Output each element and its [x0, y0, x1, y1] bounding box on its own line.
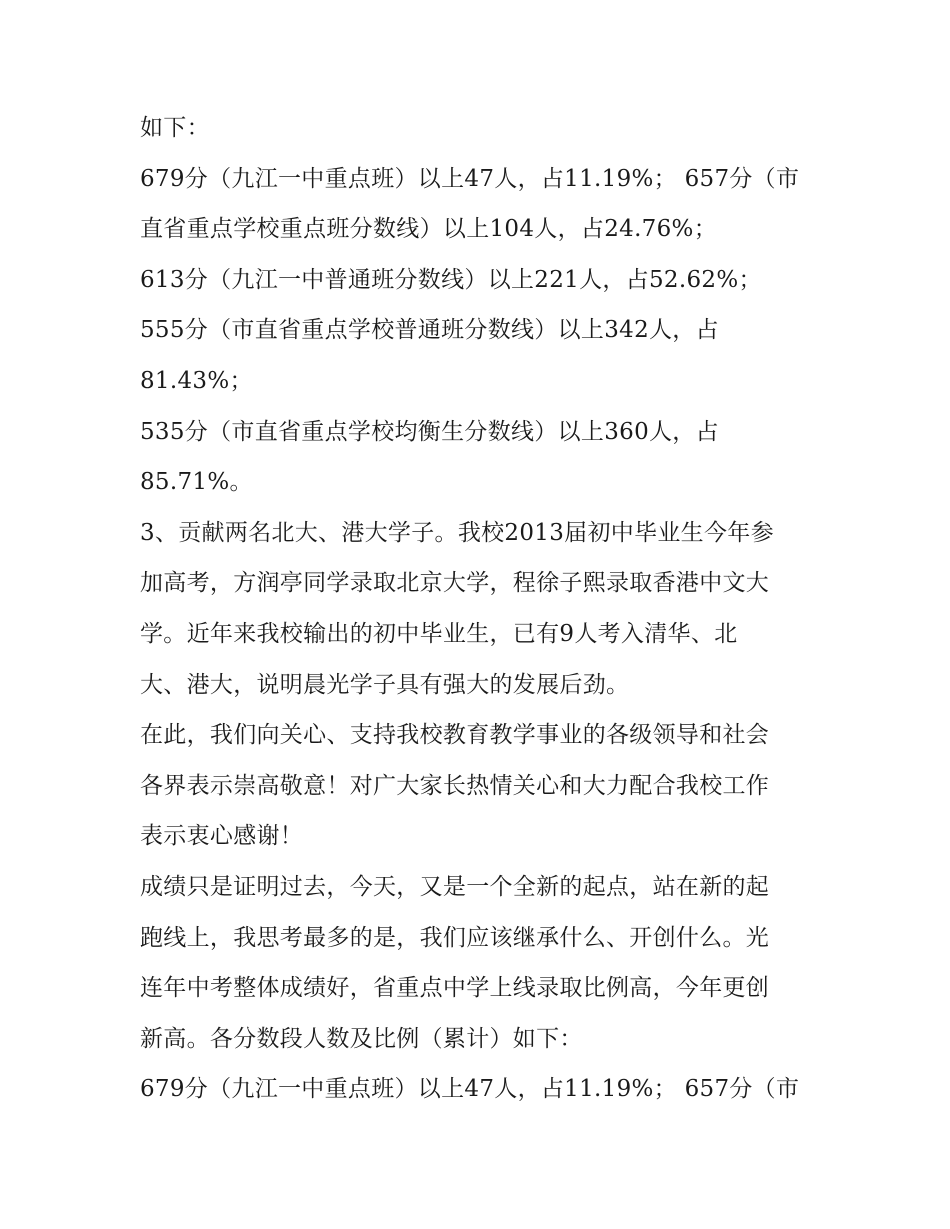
text-line: 连年中考整体成绩好，省重点中学上线录取比例高，今年更创: [140, 975, 770, 1002]
text-line: 81.43%；: [140, 367, 253, 394]
text-line: 613分（九江一中普通班分数线）以上221人，占52.62%；: [140, 266, 762, 293]
text-line: 85.71%。: [140, 469, 253, 496]
text-line: 加高考，方润亭同学录取北京大学，程徐子熙录取香港中文大: [140, 570, 770, 597]
text-line: 跑线上，我思考最多的是，我们应该继承什么、开创什么。光: [140, 924, 770, 951]
text-line: 如下：: [140, 115, 210, 141]
text-line: 学。近年来我校输出的初中毕业生，已有9人考入清华、北: [140, 620, 738, 647]
document-page: [140, 108, 820, 1120]
text-line: 679分（九江一中重点班）以上47人，占11.19%； 657分（市: [140, 165, 800, 192]
text-line: 555分（市直省重点学校普通班分数线）以上342人，占: [140, 317, 719, 344]
text-line: 各界表示崇高敬意！对广大家长热情关心和大力配合我校工作: [140, 772, 770, 799]
text-line: 新高。各分数段人数及比例（累计）如下：: [140, 1025, 583, 1052]
text-line: 成绩只是证明过去，今天，又是一个全新的起点，站在新的起: [140, 873, 770, 900]
text-line: 在此，我们向关心、支持我校教育教学事业的各级领导和社会: [140, 722, 770, 749]
text-line: 直省重点学校重点班分数线）以上104人，占24.76%；: [140, 216, 717, 243]
text-line: 535分（市直省重点学校均衡生分数线）以上360人，占: [140, 418, 719, 445]
text-line: 大、港大，说明晨光学子具有强大的发展后劲。: [140, 671, 630, 698]
text-line: 679分（九江一中重点班）以上47人，占11.19%； 657分（市: [140, 1076, 800, 1103]
text-line: 3、贡献两名北大、港大学子。我校2013届初中毕业生今年参: [140, 519, 774, 546]
text-line: 表示衷心感谢！: [140, 823, 304, 850]
